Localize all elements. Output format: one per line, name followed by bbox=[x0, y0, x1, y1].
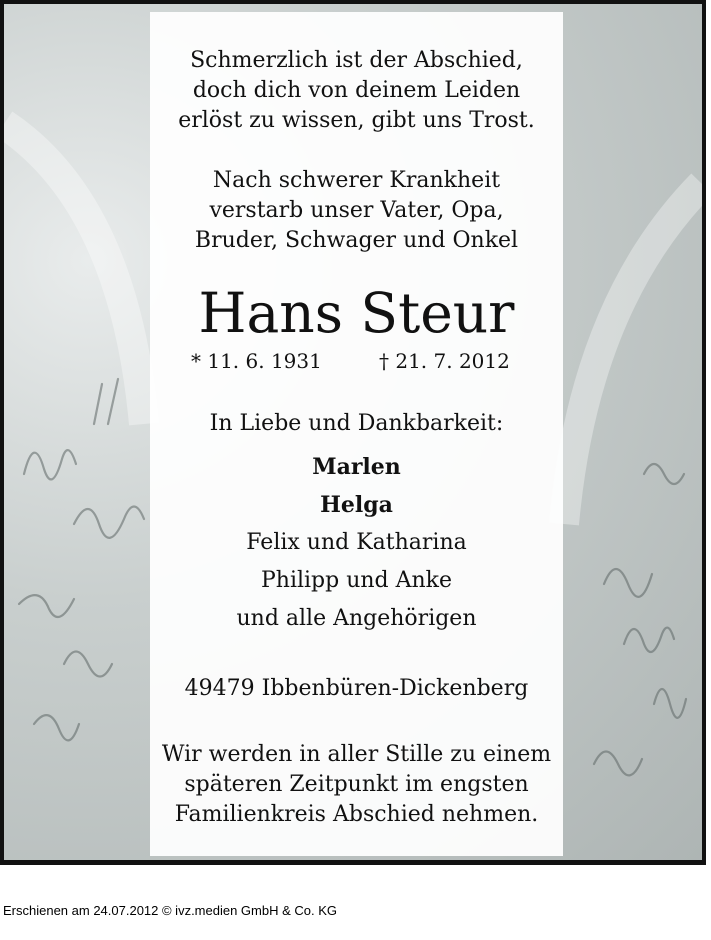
deceased-name: Hans Steur bbox=[198, 281, 515, 345]
place-line: 49479 Ibbenbüren-Dickenberg bbox=[184, 676, 529, 701]
mourner-name: und alle Angehörigen bbox=[236, 606, 477, 631]
announcement-line: Nach schwerer Krankheit bbox=[212, 168, 501, 193]
publication-footer: Erschienen am 24.07.2012 © ivz.medien GmbH & Co. KG bbox=[3, 903, 338, 918]
intro-line: erlöst zu wissen, gibt uns Trost. bbox=[178, 108, 535, 133]
mourner-name: Marlen bbox=[312, 454, 401, 480]
death-date: † 21. 7. 2012 bbox=[379, 349, 510, 373]
intro-verse bbox=[150, 46, 563, 136]
mourner-name: Helga bbox=[320, 492, 393, 518]
announcement-line: verstarb unser Vater, Opa, bbox=[209, 198, 504, 223]
death-announcement bbox=[150, 166, 563, 256]
birth-date: * 11. 6. 1931 bbox=[191, 349, 322, 373]
intro-line: doch dich von deinem Leiden bbox=[192, 78, 521, 103]
closing-line: Familienkreis Abschied nehmen. bbox=[174, 802, 539, 827]
mourner-name: Philipp und Anke bbox=[260, 568, 453, 593]
mourners-list bbox=[150, 448, 563, 638]
thanks-line: In Liebe und Dankbarkeit: bbox=[209, 411, 504, 436]
closing-line: Wir werden in aller Stille zu einem bbox=[161, 742, 552, 767]
closing-line: späteren Zeitpunkt im engsten bbox=[184, 772, 529, 797]
announcement-line: Bruder, Schwager und Onkel bbox=[194, 228, 519, 253]
intro-line: Schmerzlich ist der Abschied, bbox=[190, 48, 523, 73]
mourner-name: Felix und Katharina bbox=[246, 530, 467, 555]
closing-note bbox=[150, 740, 563, 830]
